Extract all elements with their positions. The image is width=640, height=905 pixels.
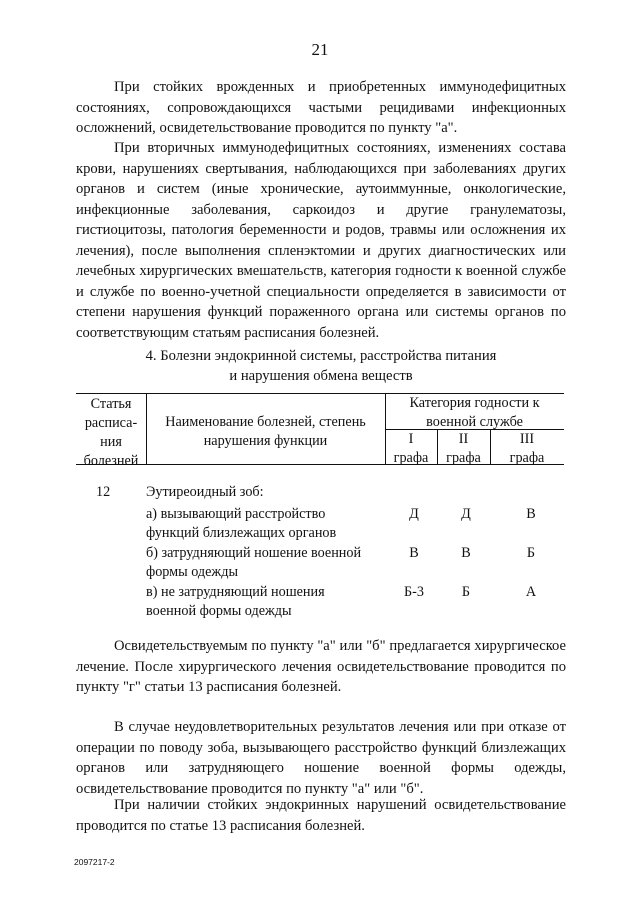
- section-title-line-1: 4. Болезни эндокринной системы, расстройства питания: [145, 348, 497, 364]
- row-description-line: формы одежды: [146, 564, 238, 580]
- document-code: 2097217-2: [74, 857, 115, 867]
- header-category-line: военной службе: [426, 414, 523, 430]
- header-graph-word: графа: [393, 450, 429, 466]
- header-graph-roman: I: [408, 431, 414, 447]
- paragraph-endocrine-disorders: При наличии стойких эндокринных нарушений освидетельствование проводится по статье 13 расписания болезней.: [76, 797, 566, 834]
- row-description-line: военной формы одежды: [146, 603, 292, 619]
- row-description: [146, 544, 386, 582]
- header-graph-word: графа: [446, 450, 481, 466]
- header-category-line: Категория годности к: [409, 395, 540, 411]
- row-description: [146, 505, 386, 543]
- header-graph-1: [385, 430, 437, 468]
- page-number: 21: [311, 40, 329, 59]
- header-article: [76, 395, 146, 471]
- header-article-line: расписа-: [84, 415, 138, 431]
- header-graph-roman: II: [458, 431, 469, 447]
- paragraph-unsatisfactory-results: В случае неудовлетворительных результатов лечения или при отказе от операции по поводу зоба, вызывающего расстройство функций близлежащих органов или затрудняющего ношение военной формы одежды, освидетельствование проводится по пункту "а" или "б".: [76, 719, 566, 797]
- header-article-line: болезней: [83, 453, 139, 469]
- graph-3-value: В: [526, 506, 536, 522]
- paragraph-immunodeficiency: При стойких врожденных и приобретенных иммунодефицитных состояниях, сопровождающихся частыми рецидивами инфекционных осложнений, освидетельствование проводится по пункту "а".: [76, 79, 566, 136]
- table-header: [76, 393, 564, 469]
- graph-1-value: Б-3: [404, 584, 424, 600]
- section-title: [76, 346, 566, 386]
- header-graph-word: графа: [509, 450, 545, 466]
- header-article-line: Статья: [90, 396, 132, 412]
- header-graph-2: [437, 430, 490, 468]
- header-disease-name: [146, 413, 385, 451]
- graph-3-value: А: [525, 584, 537, 600]
- graph-3-value: Б: [526, 545, 536, 561]
- row-description-line: а) вызывающий расстройство: [146, 506, 326, 522]
- header-name-line: нарушения функции: [203, 433, 328, 449]
- header-article-line: ния: [100, 434, 122, 450]
- header-name-line: Наименование болезней, степень: [165, 414, 366, 430]
- row-description-line: б) затрудняющий ношение военной: [146, 545, 362, 561]
- graph-1-value: Д: [409, 506, 419, 522]
- graph-2-value: Б: [461, 584, 471, 600]
- graph-2-value: Д: [461, 506, 471, 522]
- row-description: [146, 583, 386, 621]
- article-number: 12: [96, 484, 111, 500]
- header-graph-3: [490, 430, 564, 468]
- graph-1-value: В: [409, 545, 419, 561]
- header-category: [385, 394, 564, 432]
- header-graph-roman: III: [519, 431, 535, 447]
- row-description-line: функций близлежащих органов: [146, 525, 337, 541]
- row-description-line: в) не затрудняющий ношения: [146, 584, 325, 600]
- graph-2-value: В: [461, 545, 471, 561]
- article-title: Эутиреоидный зоб:: [146, 484, 264, 500]
- section-title-line-2: и нарушения обмена веществ: [229, 368, 413, 384]
- paragraph-surgical-treatment: Освидетельствуемым по пункту "а" или "б" предлагается хирургическое лечение. После хирургического лечения освидетельствование проводится по пункту "г" статьи 13 расписания болезней.: [76, 638, 566, 695]
- paragraph-secondary-immunodeficiency: При вторичных иммунодефицитных состояниях, изменениях состава крови, нарушениях свертывания, наблюдающихся при заболеваниях других органов и систем (иные хронические, аутоиммунные, онкологические, инфекционные заболевания, саркоидоз и другие гранулематозы, гистиоцитозы, патология беременности и родов, травмы или осложнения их лечения), после выполнения спленэктомии и других диагностических или лечебных хирургических вмешательств, категория годности к военной службе и службе по военно-учетной специальности определяется в зависимости от степени нарушения функций пораженного органа или системы органов по соответствующим статьям расписания болезней.: [76, 140, 566, 341]
